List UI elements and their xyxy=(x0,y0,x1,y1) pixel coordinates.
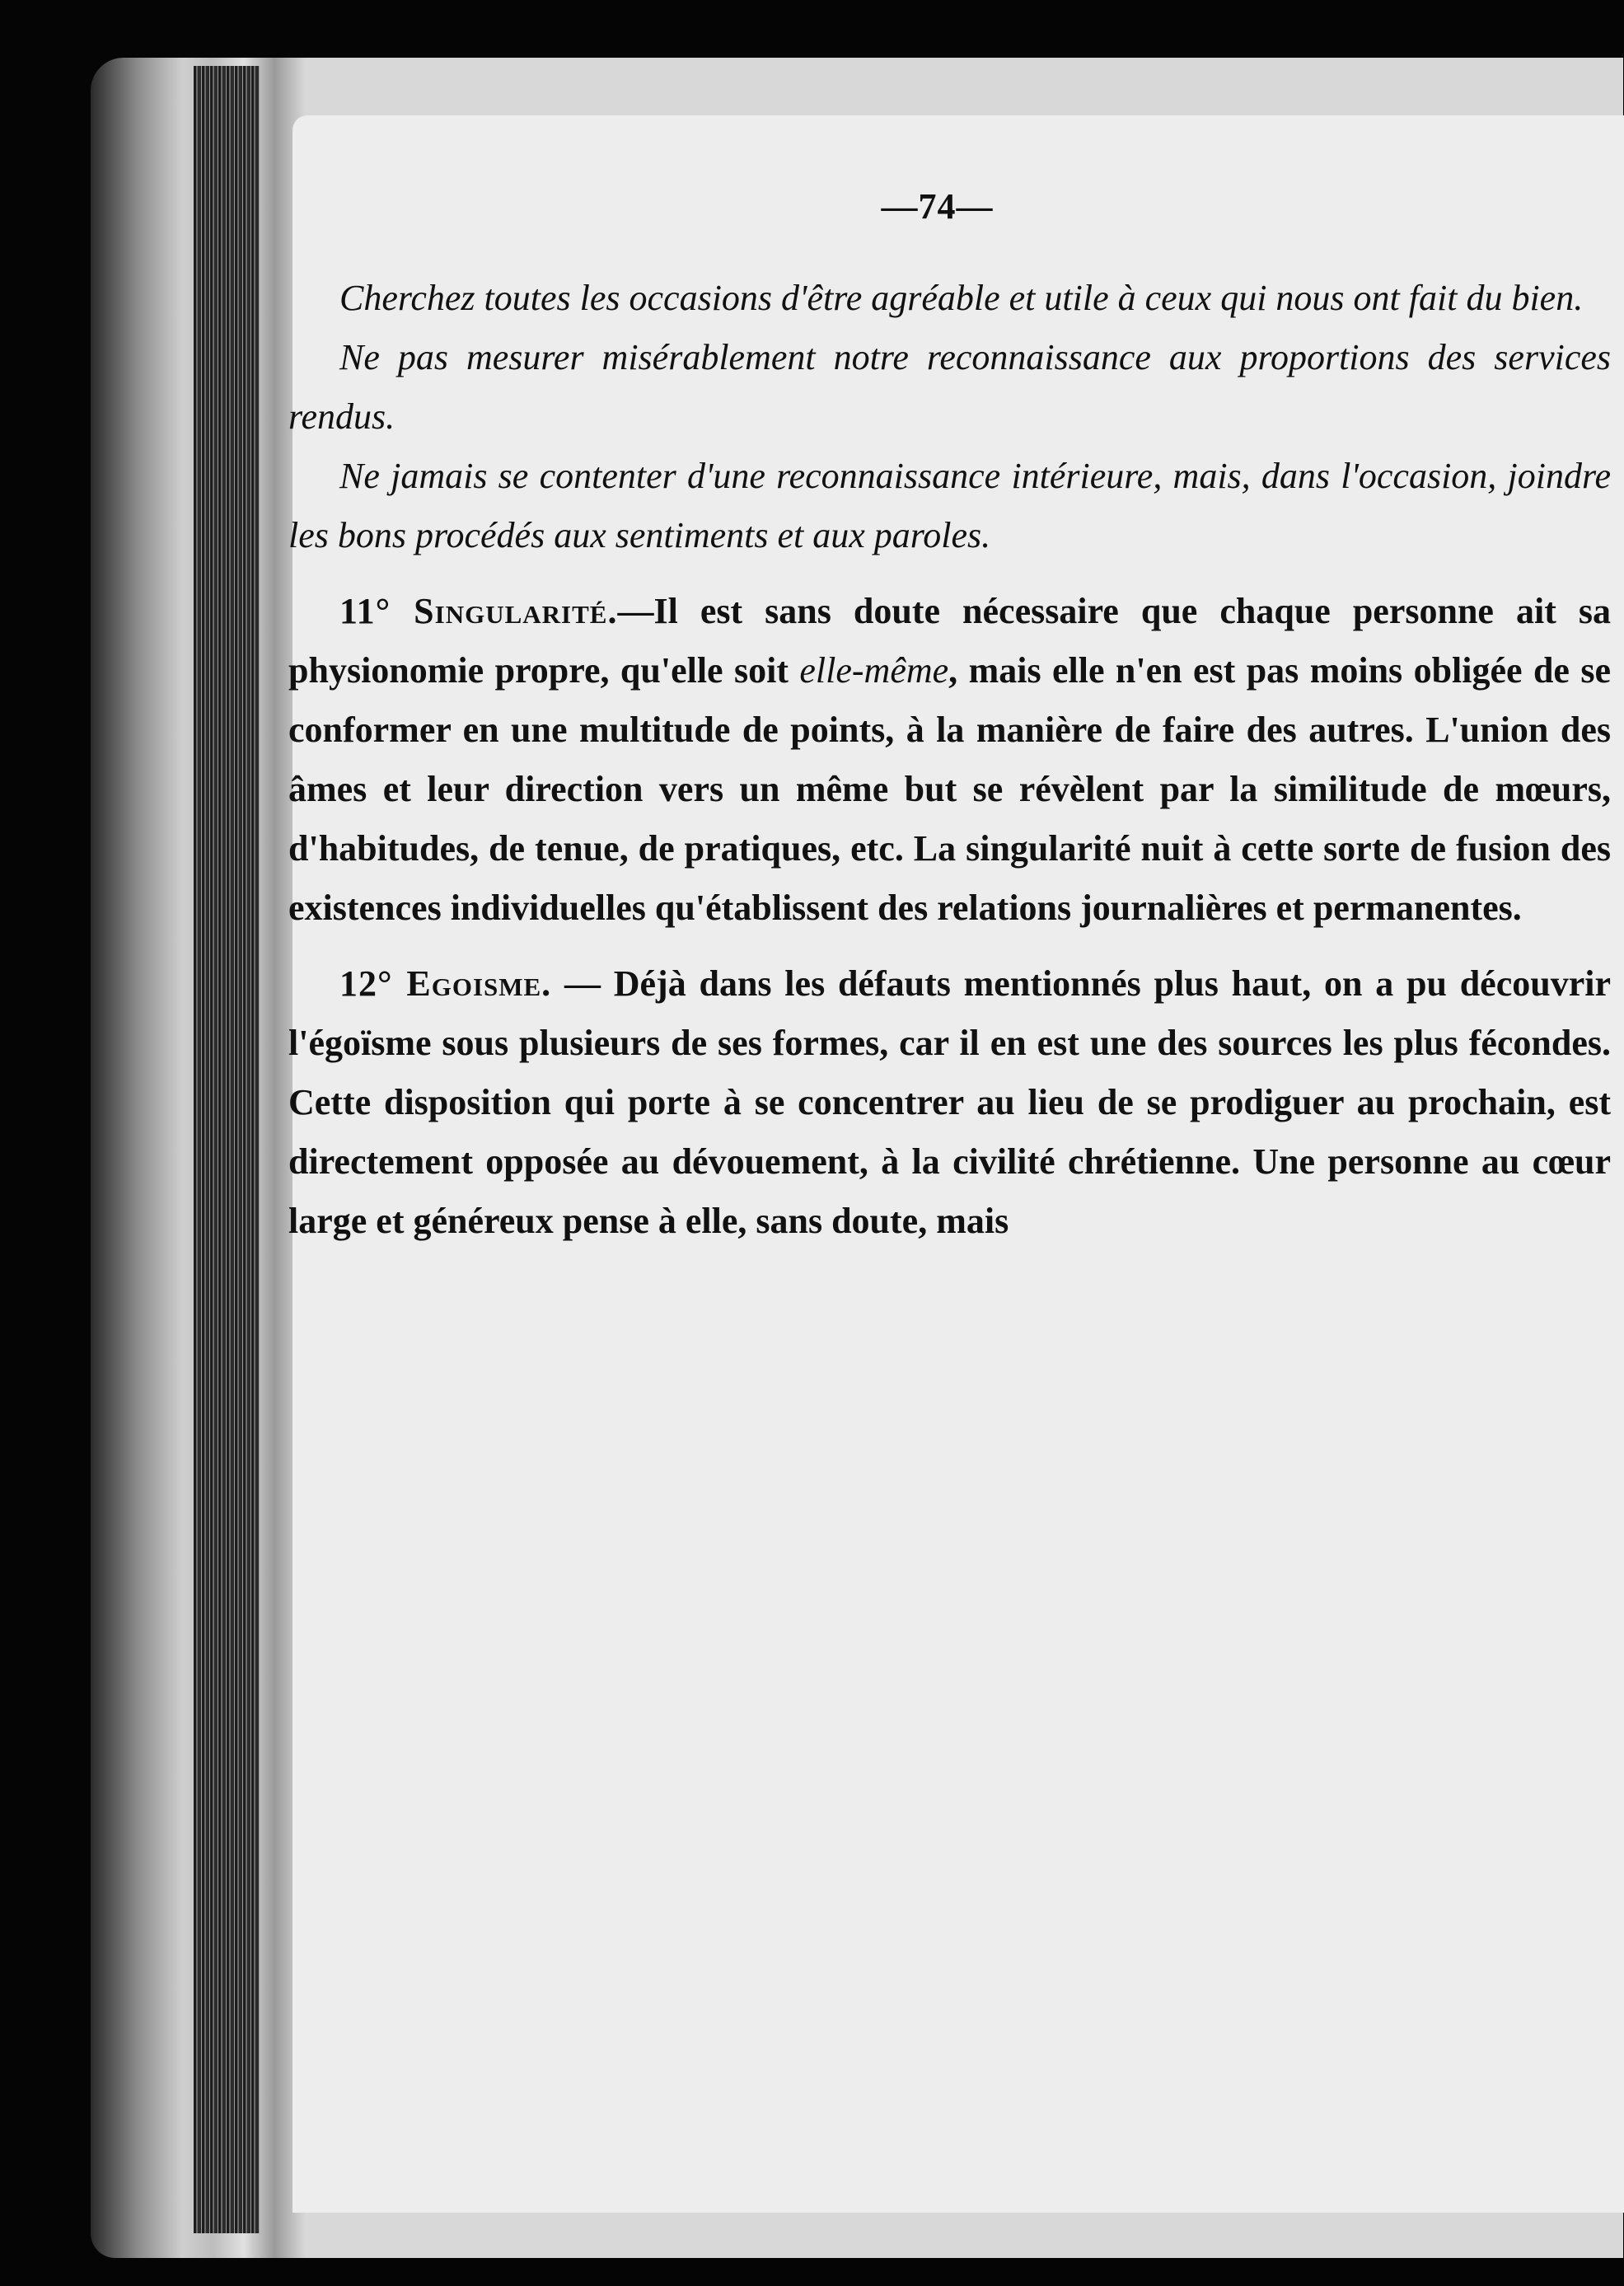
italic-paragraph-2 xyxy=(288,328,1611,447)
section-11-emphasis: elle-même xyxy=(799,650,949,691)
section-11-text-1: —Il est sans doute nécessaire que chaque personne ait sa physionomie propre, qu'elle soit xyxy=(288,591,1611,691)
section-11-text-2: , mais elle n'en est pas moins obligée de se conformer en une multitude de points, à la manière de faire des autres. L'union des âmes et leur direction vers un même but se révèlent par la similitude de mœurs, d'habitudes, de tenue, de pratiques, etc. La singularité nuit à cette sorte de fusion des existences individuelles qu'établissent des relations journalières et permanentes. xyxy=(288,650,1611,928)
section-11-heading: 11° Singularité. xyxy=(339,591,618,631)
section-12-heading: 12° Egoisme. xyxy=(339,963,552,1004)
section-11-paragraph xyxy=(288,582,1611,938)
italic-paragraph-1-text: Cherchez toutes les occasions d'être agréable et utile à ceux qui nous ont fait du bien. xyxy=(339,278,1584,318)
page-content xyxy=(288,185,1611,1251)
section-12-text: — Déjà dans les défauts mentionnés plus haut, on a pu découvrir l'égoïsme sous plusieurs de ses formes, car il en est une des sources les plus fécondes. Cette disposition qui porte à se concentrer au lieu de se prodiguer au prochain, est directement opposée au dévouement, à la civilité chrétienne. Une personne au cœur large et généreux pense à elle, sans doute, mais xyxy=(288,963,1611,1241)
italic-paragraph-2-text: Ne pas mesurer misérablement notre reconnaissance aux proportions des services rendus. xyxy=(288,337,1611,437)
italic-paragraph-3 xyxy=(288,447,1611,565)
section-12-paragraph xyxy=(288,954,1611,1251)
page-number: —74— xyxy=(881,186,994,227)
italic-paragraph-1 xyxy=(288,269,1611,328)
italic-paragraph-3-text: Ne jamais se contenter d'une reconnaissance intérieure, mais, dans l'occasion, joindre les bons procédés aux sentiments et aux paroles. xyxy=(288,456,1611,555)
